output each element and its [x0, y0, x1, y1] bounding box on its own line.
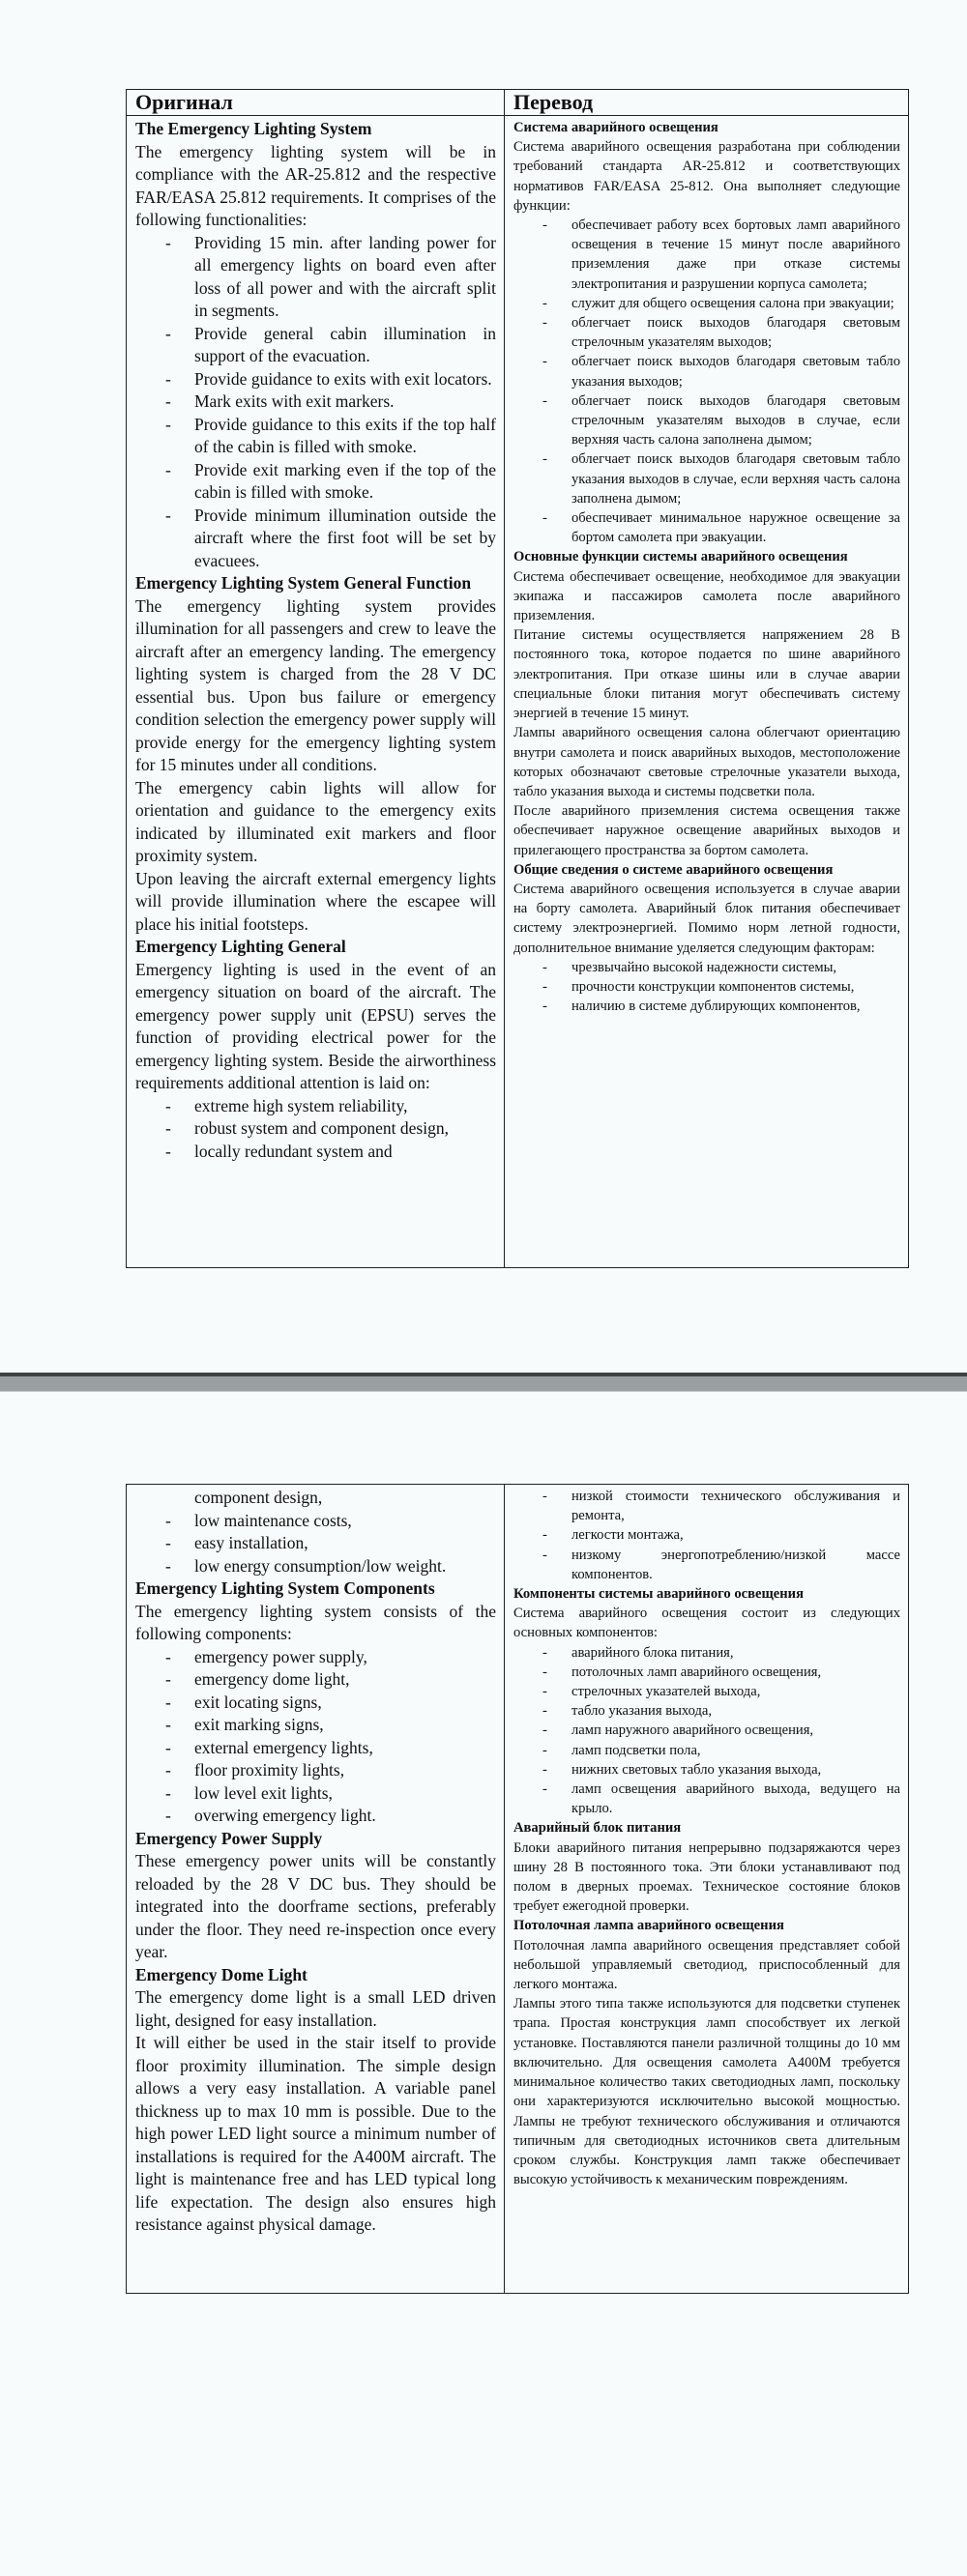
list-item: - стрелочных указателей выхода, [513, 1682, 900, 1701]
page-divider [0, 1373, 967, 1392]
list-item: - легкости монтажа, [513, 1525, 900, 1545]
list-item: - Provide minimum illumination outside the aircraft where the first foot will be set by evacuees. [135, 505, 496, 573]
list-item: - external emergency lights, [135, 1737, 496, 1760]
paragraph: The emergency lighting system consists of the following components: [135, 1601, 496, 1643]
list-item: - служит для общего освещения салона при эвакуации; [513, 294, 900, 313]
list-item: - easy installation, [135, 1532, 496, 1555]
list-item: - низкой стоимости технического обслуживания и ремонта, [513, 1487, 900, 1525]
list-item: - нижних световых табло указания выхода, [513, 1760, 900, 1780]
section-heading: Компоненты системы аварийного освещения [513, 1586, 804, 1603]
list-item: - emergency power supply, [135, 1646, 496, 1669]
original-column [127, 1485, 505, 2293]
section-heading: Аварийный блок питания [513, 1820, 682, 1837]
header-original: Оригинал [127, 90, 505, 115]
list-item: - extreme high system reliability, [135, 1095, 496, 1118]
translation-table-1 [126, 89, 909, 1268]
paragraph: Лампы этого типа также используются для подсветки ступенек трапа. Простая конструкция ламп способствует их легкой установке. Поставляются панели различной толщины до 10 мм включительно. Для освещения самолета А400М требуется минимальное количество таких светодиодных ламп, поскольку они характеризуются исключительно высокой мощностью. Лампы не требуют технического обслуживания и отличаются типичным для светодиодных источников света длительным сроком службы. Конструкция ламп также обеспечивает высокую устойчивость к механическим повреждениям. [513, 1996, 900, 2188]
section-heading: Emergency Dome Light [135, 1964, 308, 1984]
translation-table-2 [126, 1484, 909, 2294]
header-translation: Перевод [513, 90, 594, 114]
paragraph: The emergency dome light is a small LED driven light, designed for easy installation. [135, 1987, 496, 2030]
list-item: - ламп освещения аварийного выхода, ведущего на крыло. [513, 1780, 900, 1818]
list-item: - чрезвычайно высокой надежности системы, [513, 958, 900, 977]
paragraph: Система аварийного освещения разработана при соблюдении требований стандарта AR-25.812 и соответствующих нормативов FAR/EASA 25-812. Она выполняет следующие функции: [513, 139, 900, 214]
list-item: - обеспечивает минимальное наружное освещение за бортом самолета при эвакуации. [513, 508, 900, 547]
list-item: - floor proximity lights, [135, 1759, 496, 1782]
paragraph: The emergency cabin lights will allow for orientation and guidance to the emergency exits indicated by illuminated exit markers and floor proximity system. [135, 777, 496, 865]
list-item: - аварийного блока питания, [513, 1643, 900, 1663]
table-body [127, 116, 908, 1267]
attention-list-cont [135, 1510, 496, 1578]
components-list [513, 1643, 900, 1819]
list-item: - ламп подсветки пола, [513, 1741, 900, 1760]
list-item: - robust system and component design, [135, 1117, 496, 1141]
section-heading: Emergency Lighting System General Function [135, 573, 472, 593]
section-heading: Система аварийного освещения [513, 120, 718, 135]
list-item: - ламп наружного аварийного освещения, [513, 1721, 900, 1740]
section-heading: Emergency Power Supply [135, 1828, 323, 1848]
paragraph: The emergency lighting system provides illumination for all passengers and crew to leave the aircraft after an emergency landing. The emergency lighting system is charged from the 28 V DC essential bus. Upon bus failure or emergency condition selection the emergency power supply will provide energy for the emergency lighting system for 15 minutes under all conditions. [135, 595, 496, 774]
section-heading: Потолочная лампа аварийного освещения [513, 1918, 784, 1934]
list-item: - exit marking signs, [135, 1714, 496, 1737]
list-item: - прочности конструкции компонентов системы, [513, 977, 900, 997]
section-heading: Общие сведения о системе аварийного освещения [513, 861, 834, 878]
list-item: - обеспечивает работу всех бортовых ламп аварийного освещения в течение 15 минут после аварийного приземления даже при отказе системы электропитания и разрушении корпуса самолета; [513, 216, 900, 294]
list-item: - exit locating signs, [135, 1692, 496, 1715]
section-heading: Основные функции системы аварийного освещения [513, 549, 848, 565]
attention-list-cont [513, 1487, 900, 1584]
translation-column [505, 1485, 908, 2293]
list-item: - облегчает поиск выходов благодаря световым табло указания выходов; [513, 352, 900, 391]
table-body [127, 1485, 908, 2293]
paragraph: Система аварийного освещения состоит из следующих основных компонентов: [513, 1606, 900, 1641]
list-item: - Provide guidance to this exits if the top half of the cabin is filled with smoke. [135, 414, 496, 459]
attention-list [135, 1095, 496, 1164]
list-item: - низкому энергопотреблению/низкой массе компонентов. [513, 1546, 900, 1584]
paragraph: Блоки аварийного питания непрерывно подзаряжаются через шину 28 В постоянного тока. Эти блоки устанавливают под полом в дверных проемах. Техническое состояние блоков требует ежегодной проверки. [513, 1839, 900, 1915]
attention-list [513, 958, 900, 1017]
list-item: - low level exit lights, [135, 1782, 496, 1806]
paragraph: После аварийного приземления система освещения также обеспечивает наружное освещение аварийных выходов и прилегающего пространства за бортом самолета. [513, 803, 900, 858]
list-item: - overwing emergency light. [135, 1805, 496, 1828]
list-item: - Provide general cabin illumination in support of the evacuation. [135, 323, 496, 368]
list-item: - emergency dome light, [135, 1668, 496, 1692]
paragraph: Питание системы осуществляется напряжением 28 В постоянного тока, которое подается по шине аварийного электропитания. При отказе шины или в случае аварии специальные блоки питания могут обеспечивать систему энергией в течение 15 минут. [513, 627, 900, 722]
list-item: - Provide exit marking even if the top of the cabin is filled with smoke. [135, 459, 496, 505]
page-2 [0, 1392, 967, 2576]
functions-list [135, 232, 496, 573]
list-item: - наличию в системе дублирующих компонентов, [513, 997, 900, 1016]
list-item: - облегчает поиск выходов благодаря световым стрелочным указателям выходов; [513, 313, 900, 352]
paragraph: Система обеспечивает освещение, необходимое для эвакуации экипажа и пассажиров самолета после аварийного приземления. [513, 568, 900, 624]
paragraph: Emergency lighting is used in the event of an emergency situation on board of the aircraft. The emergency power supply unit (EPSU) serves the function of providing electrical power for the emergency lighting system. Beside the airworthiness requirements additional attention is laid on: [135, 959, 496, 1092]
list-item: - low maintenance costs, [135, 1510, 496, 1533]
paragraph: Лампы аварийного освещения салона облегчают ориентацию внутри самолета и поиск аварийных выходов, местоположение которых обозначают световые стрелочные указатели выхода, табло указания выхода и системы подсветки пола. [513, 725, 900, 799]
original-column [127, 116, 505, 1267]
table-header [127, 90, 908, 116]
section-heading: Emergency Lighting General [135, 937, 346, 956]
paragraph: It will either be used in the stair itself to provide floor proximity illumination. The simple design allows a very easy installation. A variable panel thickness up to max 10 mm is possible. Due to the high power LED light source a minimum number of installations is required for the A400M aircraft. The light is maintenance free and has LED typical long life expectation. The design also ensures high resistance against physical damage. [135, 2033, 496, 2234]
list-continuation: component design, [194, 1488, 323, 1507]
list-item: - табло указания выхода, [513, 1701, 900, 1721]
list-item: - locally redundant system and [135, 1141, 496, 1164]
section-heading: Emergency Lighting System Components [135, 1578, 435, 1598]
list-item: - Mark exits with exit markers. [135, 391, 496, 414]
list-item: - облегчает поиск выходов благодаря световым стрелочным указателям выходов в случае, если верхняя часть салона заполнена дымом; [513, 391, 900, 450]
list-item: - потолочных ламп аварийного освещения, [513, 1663, 900, 1682]
list-item: - Providing 15 min. after landing power for all emergency lights on board even after loss of all power and with the aircraft split in segments. [135, 232, 496, 323]
list-item: - low energy consumption/low weight. [135, 1555, 496, 1578]
paragraph: Потолочная лампа аварийного освещения представляет собой небольшой управляемый светодиод, приспособленный для легкого монтажа. [513, 1937, 900, 1993]
list-item: - Provide guidance to exits with exit locators. [135, 368, 496, 391]
components-list [135, 1646, 496, 1828]
translation-column [505, 116, 908, 1267]
paragraph: Система аварийного освещения используется в случае аварии на борту самолета. Аварийный блок питания обеспечивает систему электроэнергией. Помимо норм летной годности, дополнительное внимание уделяется следующим факторам: [513, 881, 900, 956]
list-item: - облегчает поиск выходов благодаря световым табло указания выходов в случае, если верхняя часть салона заполнена дымом; [513, 449, 900, 508]
functions-list [513, 216, 900, 547]
paragraph: Upon leaving the aircraft external emergency lights will provide illumination where the escapee will place his initial footsteps. [135, 868, 496, 934]
paragraph: The emergency lighting system will be in compliance with the AR-25.812 and the respective FAR/EASA 25.812 requirements. It comprises of the following functionalities: [135, 141, 496, 229]
section-heading: The Emergency Lighting System [135, 119, 372, 138]
paragraph: These emergency power units will be constantly reloaded by the 28 V DC bus. They should be integrated into the doorframe sections, preferably under the floor. They need re-inspection once every year. [135, 1851, 496, 1961]
